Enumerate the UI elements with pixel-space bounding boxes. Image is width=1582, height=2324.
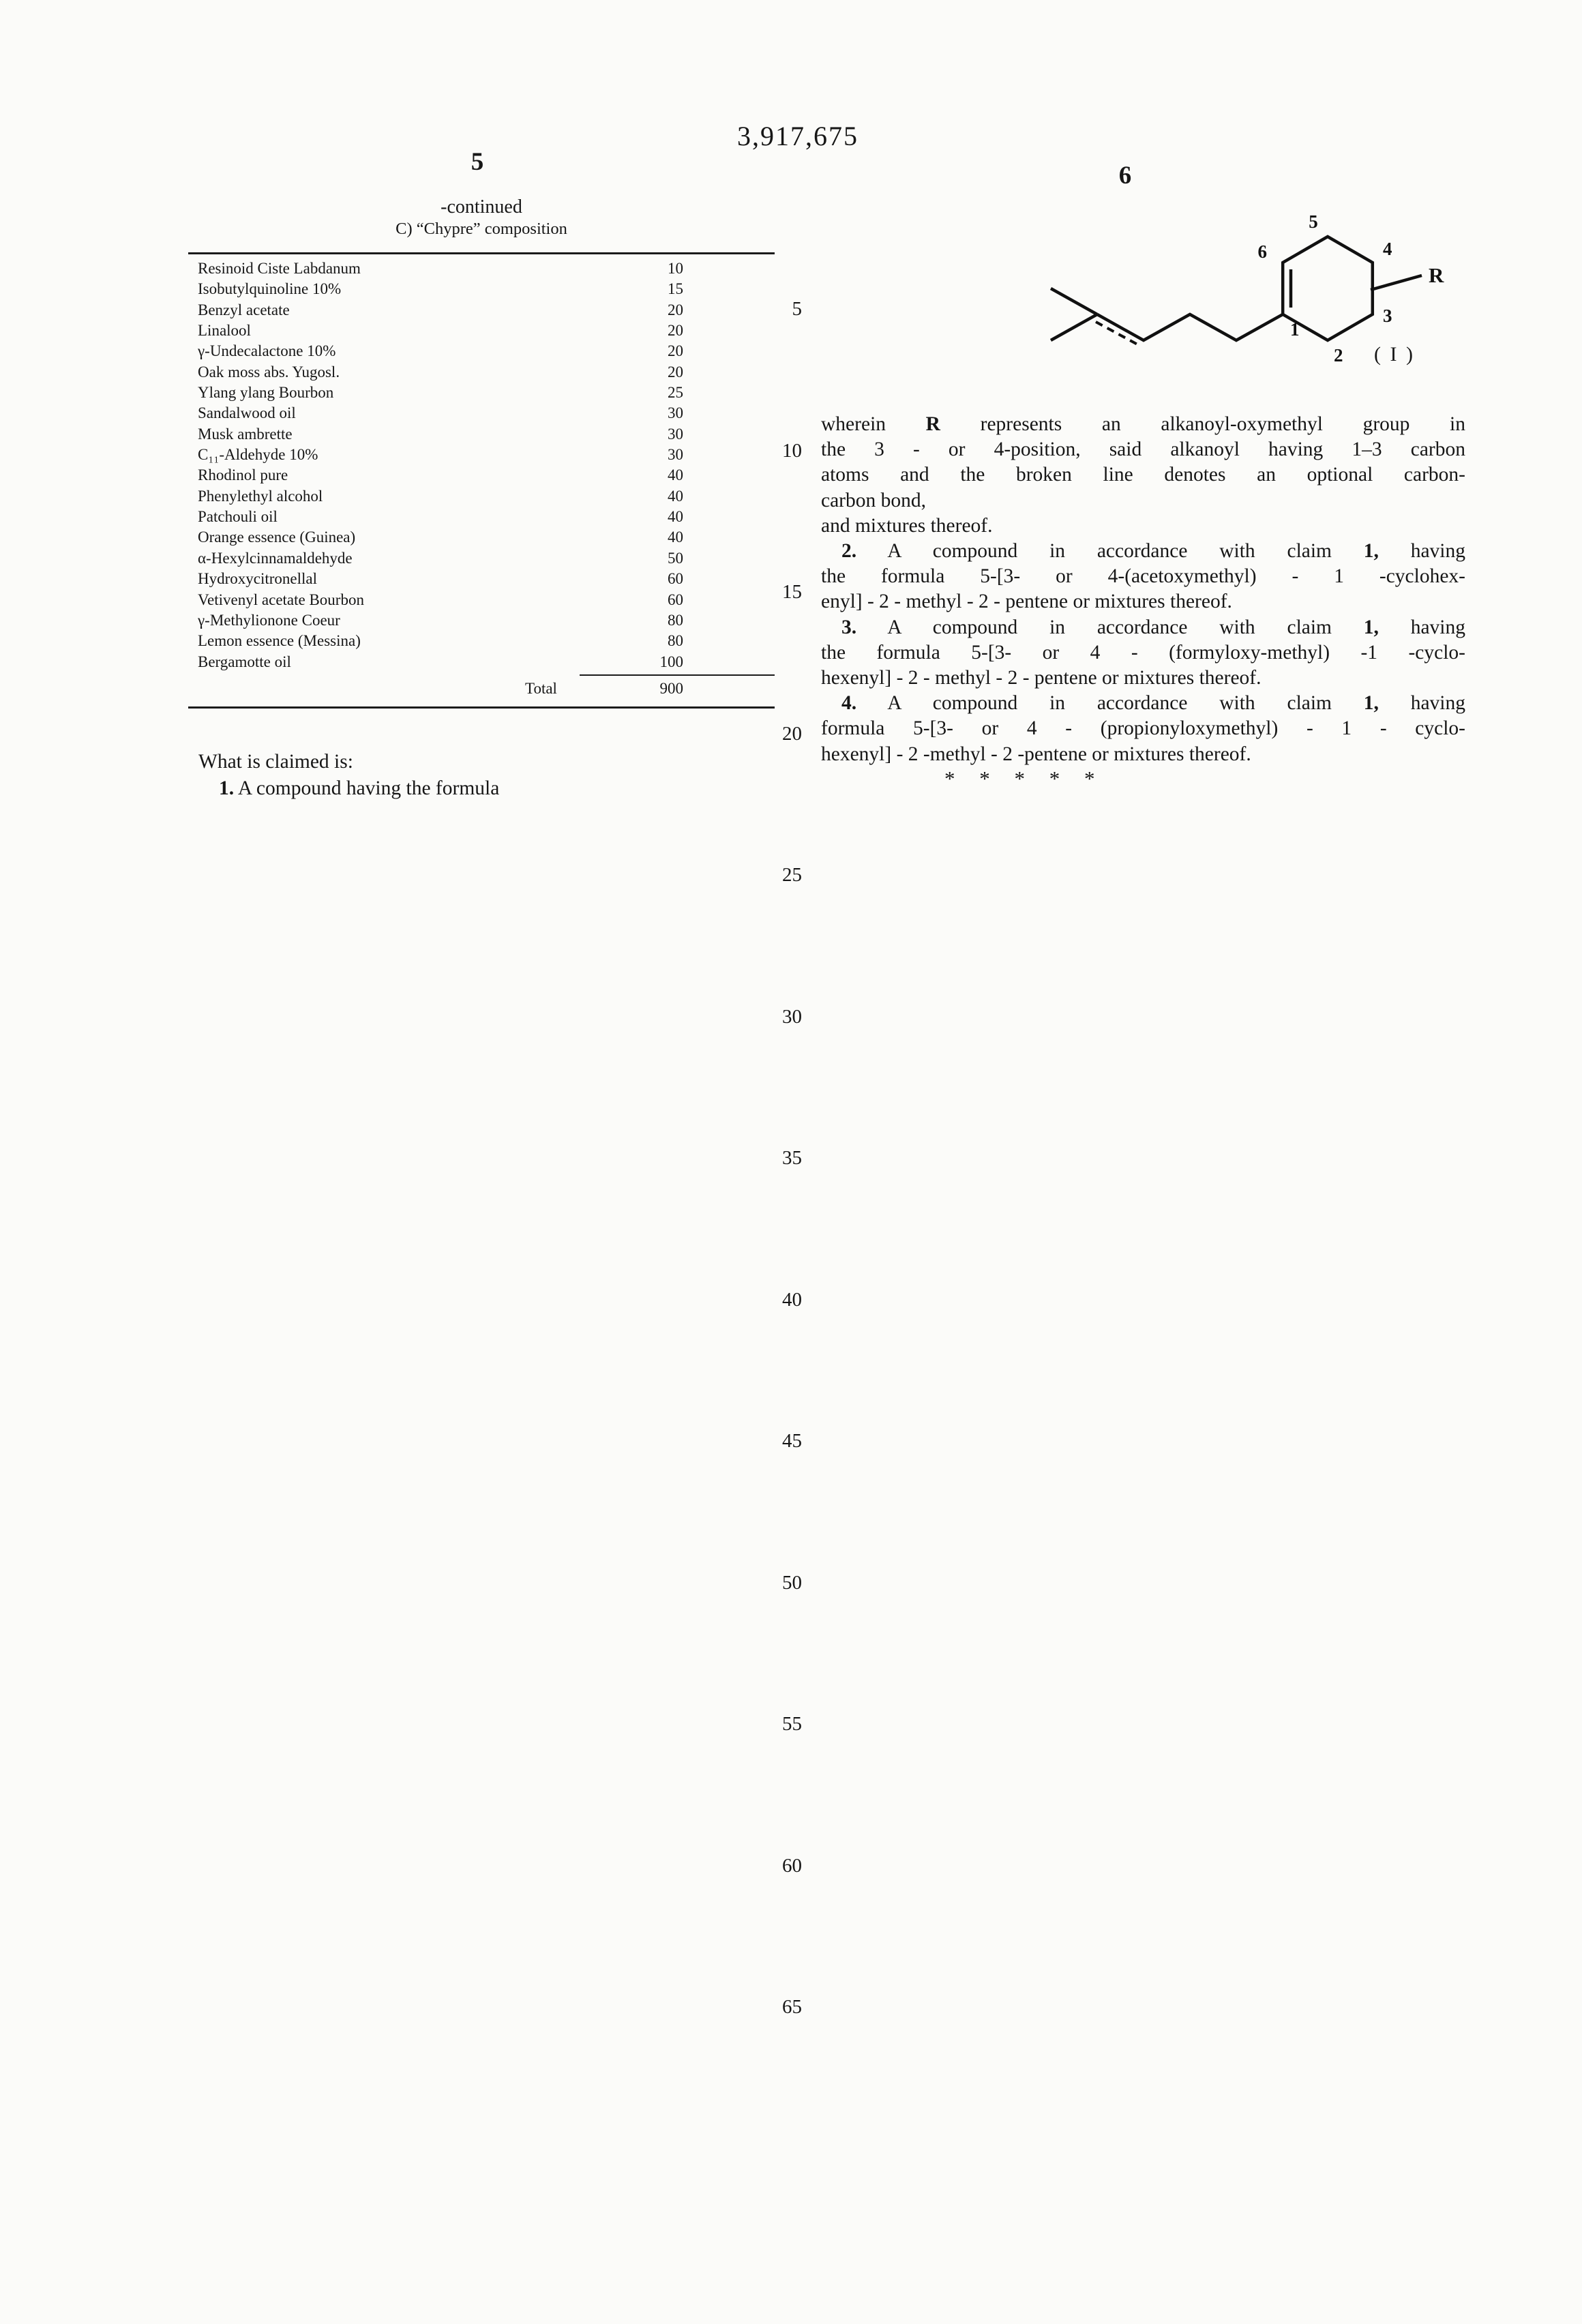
ingredient-value: 40	[668, 466, 683, 484]
text: hexenyl] - 2 -methyl - 2 -pentene or mixtures thereof.	[821, 743, 1251, 765]
text-line	[821, 691, 1465, 716]
ingredient-name: Phenylethyl alcohol	[198, 487, 323, 505]
total-value: 900	[659, 680, 683, 697]
ingredient-value: 25	[668, 384, 683, 402]
margin-line-number: 25	[782, 864, 802, 886]
ingredient-name: C₁₁-Aldehyde 10%	[198, 446, 318, 464]
table-row	[188, 301, 775, 322]
ingredient-name: Vetivenyl acetate Bourbon	[198, 591, 364, 608]
ingredient-value: 80	[668, 632, 683, 650]
text-line	[821, 716, 1465, 741]
text: having	[1378, 540, 1466, 563]
table-total-rule	[580, 674, 775, 676]
ingredient-name: Benzyl acetate	[198, 301, 290, 318]
text: A compound in accordance with claim	[856, 692, 1364, 715]
text: the formula 5-[3- or 4-(acetoxymethyl) - 1 -cyclohex-	[821, 565, 1465, 588]
ingredient-value: 80	[668, 611, 683, 629]
margin-line-number: 20	[782, 722, 802, 745]
table-row	[188, 384, 775, 404]
text-line	[821, 564, 1465, 589]
text-line	[198, 749, 799, 775]
patent-number: 3,917,675	[737, 121, 859, 151]
text: carbon bond,	[821, 489, 927, 511]
table-row	[188, 466, 775, 487]
atom-label-3: 3	[1383, 306, 1392, 326]
ingredient-value: 20	[668, 322, 683, 340]
table-row	[188, 280, 775, 301]
margin-line-number: 35	[782, 1147, 802, 1169]
table-top-rule	[188, 252, 775, 254]
chypre-composition-table	[188, 260, 775, 674]
ingredient-name: Orange essence (Guinea)	[198, 528, 356, 546]
formula-number-label: ( I )	[1374, 343, 1415, 366]
ingredient-name: γ-Undecalactone 10%	[198, 342, 336, 360]
table-row	[188, 342, 775, 363]
ingredient-value: 20	[668, 363, 683, 381]
table-row	[188, 260, 775, 280]
text: enyl] - 2 - methyl - 2 - pentene or mixtures thereof.	[821, 591, 1232, 613]
margin-line-number: 60	[782, 1854, 802, 1877]
margin-line-number: 45	[782, 1430, 802, 1452]
bold-text: 1,	[1363, 540, 1379, 563]
r-group-label: R	[1429, 263, 1444, 287]
ingredient-name: Patchouli oil	[198, 508, 278, 526]
margin-line-number: 65	[782, 1996, 802, 2018]
table-total-row	[188, 680, 775, 698]
continued-label: -continued	[441, 196, 522, 218]
text: the 3 - or 4-position, said alkanoyl having 1–3 carbon	[821, 438, 1465, 461]
text-line	[821, 412, 1465, 437]
ingredient-value: 30	[668, 404, 683, 422]
ingredient-name: Oak moss abs. Yugosl.	[198, 363, 340, 381]
ingredient-value: 40	[668, 528, 683, 546]
ingredient-value: 50	[668, 549, 683, 567]
margin-line-number: 50	[782, 1571, 802, 1594]
text: having	[1378, 616, 1466, 638]
claims-text-block	[821, 412, 1465, 767]
text: hexenyl] - 2 - methyl - 2 - pentene or mixtures thereof.	[821, 667, 1262, 689]
ingredient-value: 40	[668, 508, 683, 526]
ingredient-name: Lemon essence (Messina)	[198, 632, 361, 650]
table-row	[188, 363, 775, 384]
ingredient-name: Sandalwood oil	[198, 404, 296, 422]
ingredient-value: 10	[668, 260, 683, 277]
table-title: C) “Chypre” composition	[395, 220, 567, 238]
text: A compound having the formula	[234, 777, 500, 799]
table-row	[188, 508, 775, 528]
atom-label-4: 4	[1383, 239, 1392, 259]
ingredient-name: Bergamotte oil	[198, 653, 291, 670]
total-label: Total	[525, 680, 557, 697]
table-row	[188, 488, 775, 508]
ingredient-value: 60	[668, 570, 683, 588]
column-number-right: 6	[1118, 162, 1132, 190]
ingredient-name: α-Hexylcinnamaldehyde	[198, 549, 353, 567]
text: the formula 5-[3- or 4 - (formyloxy-methyl) -1 -cyclo-	[821, 641, 1465, 664]
text-line	[821, 742, 1465, 767]
r-group-bond	[1371, 275, 1422, 290]
margin-line-number: 30	[782, 1005, 802, 1028]
ingredient-name: Isobutylquinoline 10%	[198, 280, 342, 298]
text-line	[821, 462, 1465, 488]
bold-text: 3.	[841, 616, 857, 638]
methyl-bond-lower	[1051, 314, 1097, 340]
ingredient-name: Rhodinol pure	[198, 466, 288, 484]
margin-line-number: 5	[792, 298, 802, 320]
table-row	[188, 570, 775, 591]
table-row	[188, 446, 775, 466]
bold-text: 1.	[219, 777, 235, 799]
ingredient-value: 30	[668, 425, 683, 443]
ingredient-name: Linalool	[198, 322, 251, 340]
table-row	[188, 404, 775, 425]
ingredient-value: 20	[668, 342, 683, 360]
text: represents an alkanoyl-oxymethyl group in	[940, 413, 1465, 435]
text-line	[821, 589, 1465, 614]
text-line	[821, 539, 1465, 564]
text: wherein	[821, 413, 926, 435]
bold-text: R	[925, 413, 940, 435]
ingredient-name: Hydroxycitronellal	[198, 570, 318, 588]
ingredient-value: 40	[668, 487, 683, 505]
ingredient-value: 30	[668, 446, 683, 464]
ingredient-value: 100	[659, 653, 683, 670]
atom-label-2: 2	[1334, 345, 1343, 366]
table-row	[188, 632, 775, 653]
ingredient-name: Musk ambrette	[198, 425, 293, 443]
margin-line-number: 40	[782, 1288, 802, 1311]
bold-text: 2.	[841, 540, 857, 563]
table-row	[188, 591, 775, 612]
margin-line-number: 55	[782, 1713, 802, 1735]
bold-text: 4.	[841, 692, 857, 715]
methyl-bond-upper	[1051, 288, 1097, 314]
text-line	[821, 437, 1465, 462]
table-row	[188, 322, 775, 342]
table-row	[188, 426, 775, 446]
text-line	[821, 513, 1465, 539]
atom-label-1: 1	[1290, 319, 1300, 340]
table-row	[188, 653, 775, 674]
text: A compound in accordance with claim	[856, 540, 1364, 563]
table-row	[188, 550, 775, 570]
text-line	[821, 615, 1465, 640]
margin-line-number: 15	[782, 581, 802, 603]
stars-separator: * * * * *	[944, 766, 1095, 790]
table-row	[188, 528, 775, 549]
ingredient-name: γ-Methylionone Coeur	[198, 611, 340, 629]
claims-intro-block	[198, 749, 799, 801]
ingredient-value: 60	[668, 591, 683, 608]
ingredient-value: 15	[668, 280, 683, 298]
text-line	[821, 640, 1465, 666]
atom-label-6: 6	[1257, 241, 1267, 262]
text-line	[198, 775, 799, 802]
ingredient-name: Resinoid Ciste Labdanum	[198, 260, 361, 277]
text: A compound in accordance with claim	[856, 616, 1364, 638]
atom-label-5: 5	[1309, 211, 1318, 232]
bold-text: 1,	[1363, 692, 1379, 715]
text: atoms and the broken line denotes an optional carbon-	[821, 464, 1465, 486]
text: and mixtures thereof.	[821, 514, 993, 537]
text: What is claimed is:	[198, 751, 353, 773]
margin-line-number: 10	[782, 439, 802, 462]
table-row	[188, 612, 775, 632]
text-line	[821, 666, 1465, 691]
text: having	[1378, 692, 1466, 715]
table-bottom-rule	[188, 706, 775, 709]
bold-text: 1,	[1363, 616, 1379, 638]
text: formula 5-[3- or 4 - (propionyloxymethyl) - 1 - cyclo-	[821, 717, 1465, 740]
text-line	[821, 488, 1465, 513]
column-number-left: 5	[471, 148, 484, 176]
ingredient-value: 20	[668, 301, 683, 318]
ingredient-name: Ylang ylang Bourbon	[198, 384, 334, 402]
